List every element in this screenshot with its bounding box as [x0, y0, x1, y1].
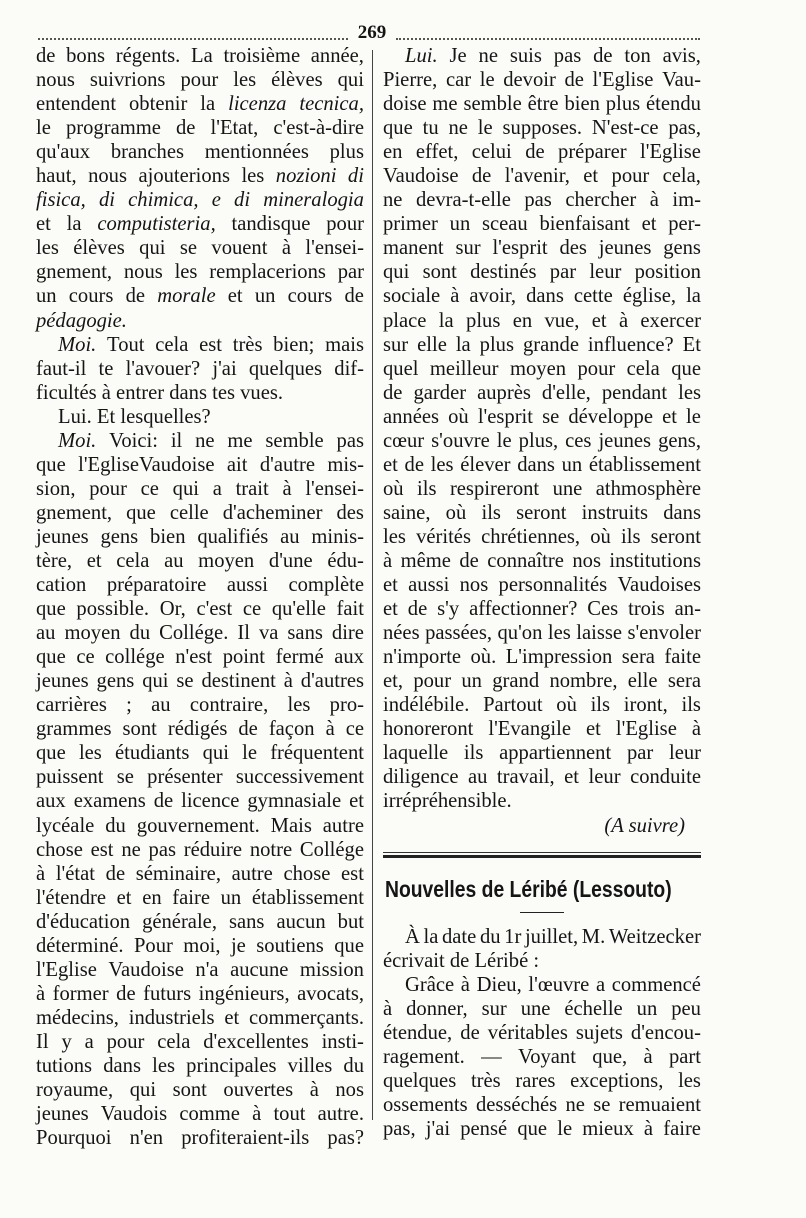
text-line: et aussi nos personnalités Vaudoises: [383, 574, 701, 597]
text-line: jeunes gens bien qualifiés au minis-: [36, 525, 364, 548]
text-line: entendent obtenir la licenza tecnica,: [36, 93, 364, 116]
text-line: honoreront l'Evangile et l'Eglise à: [383, 718, 701, 741]
text-line: gnement, que celle d'acheminer des: [36, 501, 364, 524]
text-line: Moi. Tout cela est très bien; mais: [58, 333, 364, 356]
text-line: et la computisteria, tandisque pour: [36, 213, 364, 236]
text-line: ne devra-t-elle pas chercher à im-: [383, 189, 701, 212]
text-line: Pierre, car le devoir de l'Eglise Vau-: [383, 69, 701, 92]
text-line: doise me semble être bien plus étendu: [383, 93, 701, 116]
text-line: Vaudoise de l'avenir, et pour cela,: [383, 165, 701, 188]
text-line: grammes sont rédigés de façon à ce: [36, 718, 364, 741]
text-line: Lui. Je ne suis pas de ton avis,: [405, 45, 701, 67]
text-line: puissent se présenter successivement: [36, 766, 364, 789]
text-line: écrivait de Léribé :: [383, 949, 540, 972]
section-title: Nouvelles de Léribé (Lessouto): [385, 875, 672, 902]
text-line: de bons régents. La troisième année,: [36, 45, 364, 67]
text-line: cœur s'ouvre le plus, ces jeunes gens,: [383, 429, 701, 452]
text-line: que les étudiants qui le fréquentent: [36, 742, 364, 765]
text-line: et de s'y affectionner? Ces trois an-: [383, 598, 701, 621]
text-line: quelques très rares exceptions, les: [383, 1069, 701, 1092]
text-line: diligence au travail, et leur conduite: [383, 766, 701, 789]
text-line: que ce collége n'est point fermé aux: [36, 646, 364, 669]
text-line: et, pour un grand nombre, elle sera: [383, 670, 701, 693]
column-divider: [372, 50, 373, 1120]
text-line: Pourquoi n'en profiteraient-ils pas?: [36, 1127, 364, 1150]
text-line: gnement, nous les remplacerions par: [36, 261, 364, 284]
text-line: irrépréhensible.: [383, 790, 512, 813]
text-line: où ils respireront une athmosphère: [383, 477, 701, 500]
text-line: qui sont destinés par leur position: [383, 261, 701, 284]
text-line: en effet, celui de préparer l'Eglise: [383, 141, 701, 164]
text-line: médecins, industriels et commerçants.: [36, 1006, 364, 1029]
text-line: le programme de l'Etat, c'est-à-dire: [36, 117, 364, 140]
right-column: [383, 44, 701, 1141]
text-line: à donner, sur une échelle un peu: [383, 997, 701, 1020]
text-line: de garder auprès d'elle, pendant les: [383, 381, 701, 404]
text-line: que tu ne le supposes. N'est-ce pas,: [383, 117, 701, 140]
text-line: nous suivrions pour les élèves qui: [36, 69, 364, 92]
text-line: l'étendre et en faire un établissement: [36, 886, 364, 909]
text-line: ragement. — Voyant que, à part: [383, 1045, 701, 1068]
header-rule-left: [38, 38, 348, 40]
text-line: un cours de morale et un cours de: [36, 285, 364, 308]
text-line: sur elle la plus grande influence? Et: [383, 333, 701, 356]
text-line: tère, et cela au moyen d'une édu-: [36, 549, 364, 572]
text-line: aux examens de licence gymnasiale et: [36, 790, 364, 813]
text-line: tutions dans les principales villes du: [36, 1054, 364, 1077]
text-line: pédagogie.: [36, 309, 127, 332]
text-line: jeunes Vaudois comme à tout autre.: [36, 1103, 364, 1126]
text-line: ficultés à entrer dans tes vues.: [36, 381, 284, 404]
text-line: carrières ; au contraire, les pro-: [36, 694, 364, 717]
text-line: jeunes gens qui se destinent à d'autres: [36, 670, 364, 693]
text-line: Lui. Et lesquelles?: [58, 405, 211, 428]
text-line: étendue, de véritables sujets d'encou-: [383, 1021, 701, 1044]
text-line: Moi. Voici: il ne me semble pas: [58, 429, 364, 452]
text-line: fisica, di chimica, e di mineralogia: [36, 189, 364, 212]
text-line: Il y a pour cela d'excellentes insti-: [36, 1030, 364, 1053]
text-line: faut-il te l'avouer? j'ai quelques dif-: [36, 357, 364, 380]
text-line: manent sur l'esprit des jeunes gens: [383, 237, 701, 260]
text-line: lycéale du gouvernement. Mais autre: [36, 814, 364, 837]
text-line: place la plus en vue, et à exercer: [383, 309, 701, 332]
page-header: [38, 22, 700, 46]
text-line: à former de futurs ingénieurs, avocats,: [36, 982, 364, 1005]
text-line: chose est ne pas réduire notre Collége: [36, 838, 364, 861]
text-line: indélébile. Partout où ils iront, ils: [383, 694, 701, 717]
text-line: déterminé. Pour moi, je soutiens que: [36, 934, 364, 957]
to-be-continued: (A suivre): [604, 814, 685, 837]
text-line: ossements desséchés ne se remuaient: [383, 1093, 701, 1116]
text-line: les vérités chrétiennes, où ils seront: [383, 525, 701, 548]
text-line: qu'aux branches mentionnées plus: [36, 141, 364, 164]
header-rule-right: [396, 38, 700, 40]
text-line: sion, pour ce qui a trait à l'ensei-: [36, 477, 364, 500]
title-dash: [520, 912, 564, 913]
section-divider-thick: [383, 855, 701, 858]
text-line: saine, où ils seront instruits dans: [383, 501, 701, 524]
text-line: pas, j'ai pensé que le mieux à faire: [383, 1117, 701, 1140]
text-line: années où l'esprit se développe et le: [383, 405, 701, 428]
left-column: [36, 44, 364, 1150]
text-line: royaume, qui sont ouvertes à nos: [36, 1079, 364, 1102]
text-line: à l'état de séminaire, autre chose est: [36, 862, 364, 885]
text-line: cation préparatoire aussi complète: [36, 574, 364, 597]
text-line: laquelle ils appartiennent par leur: [383, 742, 701, 765]
text-line: nées passées, qu'on les laisse s'envoler: [383, 622, 701, 645]
text-line: n'importe où. L'impression sera faite: [383, 646, 701, 669]
text-line: sociale à avoir, dans cette église, la: [383, 285, 701, 308]
section-divider-thin: [383, 852, 701, 853]
text-line: et de les élever dans un établissement: [383, 453, 701, 476]
page-number: 269: [357, 22, 387, 43]
text-line: quel meilleur moyen pour cela que: [383, 357, 701, 380]
text-line: au moyen du Collége. Il va sans dire: [36, 622, 364, 645]
text-line: que possible. Or, c'est ce qu'elle fait: [36, 598, 364, 621]
text-line: à même de connaître nos institutions: [383, 549, 701, 572]
text-line: primer un sceau bienfaisant et per-: [383, 213, 701, 236]
text-line: d'éducation générale, sans aucun but: [36, 910, 364, 933]
text-line: Grâce à Dieu, l'œuvre a commencé: [405, 973, 701, 996]
text-line: l'Eglise Vaudoise n'a aucune mission: [36, 958, 364, 981]
text-line: les élèves qui se vouent à l'ensei-: [36, 237, 364, 260]
text-line: À la date du 1r juillet, M. Weitzecker: [405, 925, 701, 948]
text-line: haut, nous ajouterions les nozioni di: [36, 165, 364, 188]
text-line: que l'EgliseVaudoise ait d'autre mis-: [36, 453, 364, 476]
